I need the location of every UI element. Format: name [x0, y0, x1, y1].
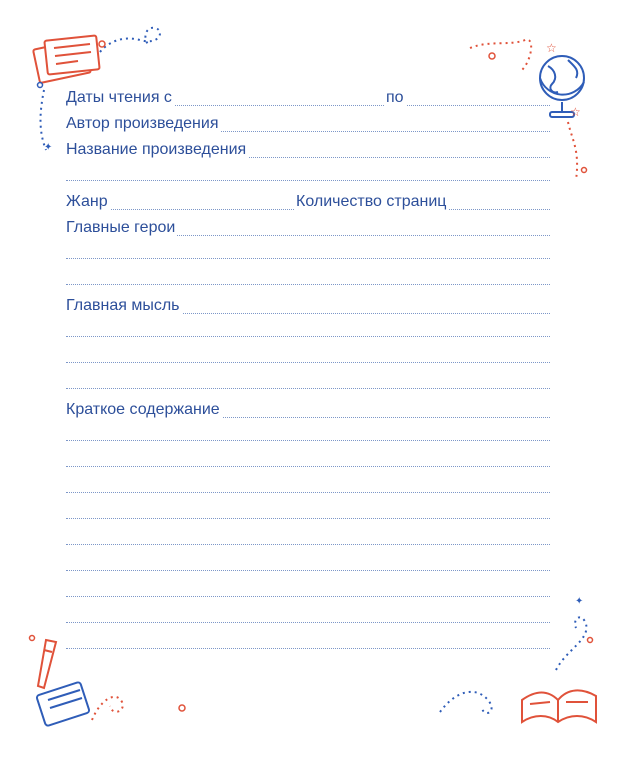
blank-line[interactable]	[66, 284, 550, 285]
swirl-dots-icon	[100, 28, 160, 52]
open-book-icon	[522, 690, 596, 722]
summary-row	[66, 394, 550, 420]
pen-icon	[38, 640, 56, 688]
author-label: Автор произведения	[66, 115, 219, 132]
svg-text:✦: ✦	[575, 596, 584, 607]
blank-line[interactable]	[66, 336, 550, 337]
blank-line[interactable]	[66, 518, 550, 519]
reading-dates-label: Даты чтения с	[66, 89, 172, 106]
pages-label: Количество страниц	[296, 193, 447, 210]
blank-line[interactable]	[66, 596, 550, 597]
blank-line[interactable]	[66, 492, 550, 493]
title-row	[66, 134, 550, 160]
author-row	[66, 108, 550, 134]
main-idea-label: Главная мысль	[66, 297, 180, 314]
swirl-dots-icon	[470, 40, 531, 70]
blank-line[interactable]	[66, 362, 550, 363]
blank-line[interactable]	[66, 648, 550, 649]
blank-line[interactable]	[66, 622, 550, 623]
blank-line[interactable]	[66, 544, 550, 545]
genre-row	[66, 186, 550, 212]
reading-dates-row	[66, 82, 550, 108]
blank-line[interactable]	[66, 258, 550, 259]
genre-label: Жанр	[66, 193, 108, 210]
title-label: Название произведения	[66, 141, 247, 158]
newspaper-icon	[33, 35, 100, 83]
heroes-row	[66, 212, 550, 238]
blank-line[interactable]	[66, 180, 550, 181]
blank-line[interactable]	[66, 440, 550, 441]
blank-line[interactable]	[66, 466, 550, 467]
svg-text:☆: ☆	[546, 41, 557, 55]
heroes-label: Главные герои	[66, 219, 176, 236]
svg-text:☆: ☆	[570, 105, 581, 119]
blank-line[interactable]	[66, 570, 550, 571]
blank-line[interactable]	[66, 388, 550, 389]
summary-label: Краткое содержание	[66, 401, 220, 418]
main-idea-row	[66, 290, 550, 316]
svg-text:✦: ✦	[44, 142, 53, 153]
to-label: по	[386, 89, 404, 106]
